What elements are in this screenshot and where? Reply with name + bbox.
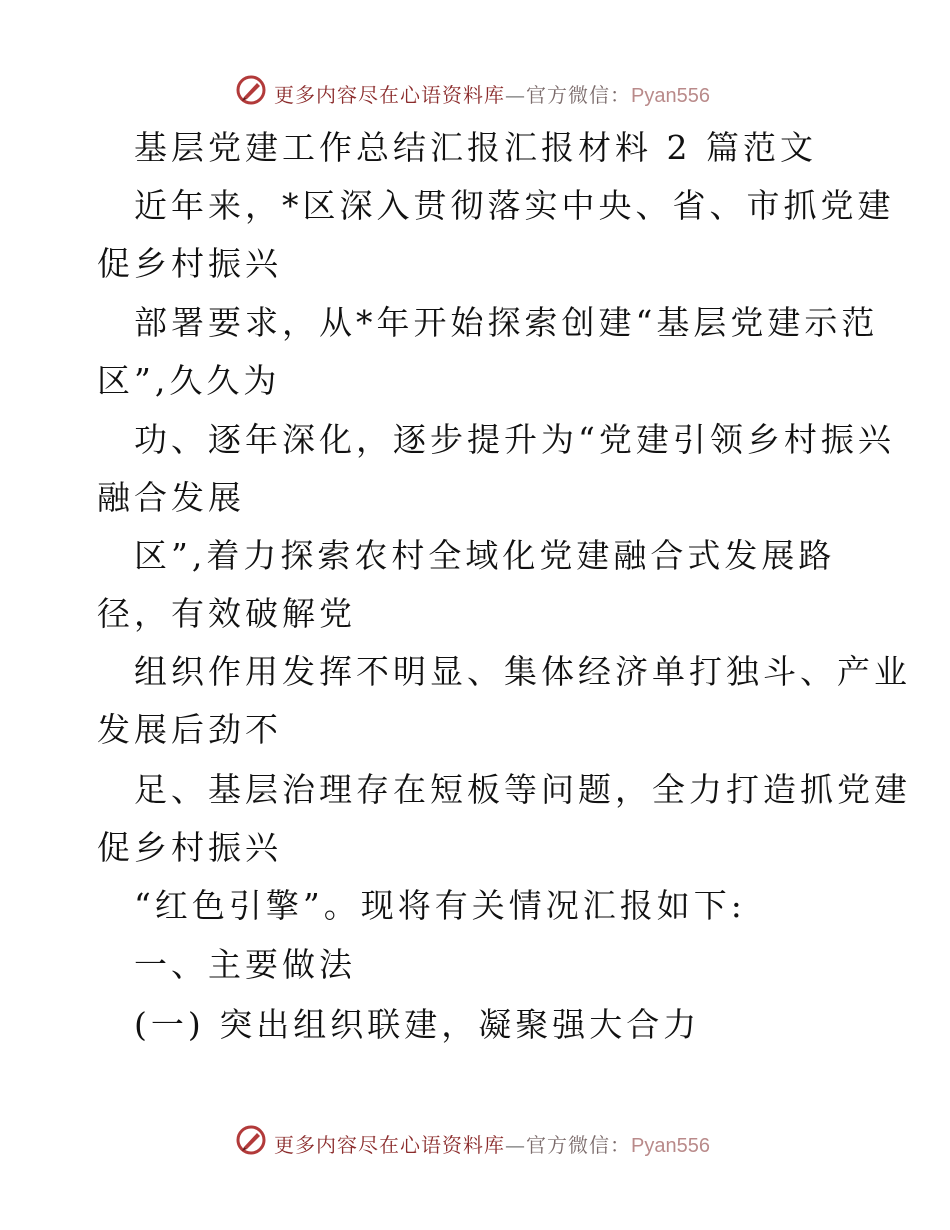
watermark-text — [274, 79, 710, 108]
paragraph-line: 近年来，*区深入贯彻落实中央、省、市抓党建 — [134, 186, 895, 225]
watermark-label: 官方微信： — [526, 83, 631, 107]
watermark-main: 更多内容尽在心语资料库 — [274, 1133, 505, 1157]
paragraph-line: 区”,久久为 — [97, 361, 281, 400]
watermark-dash: — — [505, 1133, 526, 1157]
watermark-account: Pyan556 — [631, 85, 710, 107]
watermark-account: Pyan556 — [631, 1135, 710, 1157]
document-title: 基层党建工作总结汇报汇报材料 2 篇范文 — [134, 128, 817, 167]
paragraph-line: 区”,着力探索农村全域化党建融合式发展路 — [134, 536, 836, 575]
watermark-dash: — — [505, 83, 526, 107]
paragraph-line: 组织作用发挥不明显、集体经济单打独斗、产业 — [134, 652, 911, 691]
watermark-main: 更多内容尽在心语资料库 — [274, 83, 505, 107]
paragraph-line: 径，有效破解党 — [97, 594, 356, 633]
paragraph-line: 发展后劲不 — [97, 710, 282, 749]
subsection-heading: (一) 突出组织联建，凝聚强大合力 — [134, 1005, 701, 1044]
paragraph-line: 足、基层治理存在短板等问题，全力打造抓党建 — [134, 770, 911, 809]
watermark-banner-bottom — [0, 1120, 950, 1160]
watermark-text — [274, 1129, 710, 1158]
watermark-label: 官方微信： — [526, 1133, 631, 1157]
pen-circle-logo-icon — [235, 1124, 267, 1156]
paragraph-line: 功、逐年深化，逐步提升为“党建引领乡村振兴 — [134, 420, 895, 459]
section-heading: 一、主要做法 — [134, 945, 356, 984]
paragraph-line: 促乡村振兴 — [97, 828, 282, 867]
paragraph-line: 促乡村振兴 — [97, 244, 282, 283]
watermark-banner-top — [0, 70, 950, 110]
paragraph-line: “红色引擎”。现将有关情况汇报如下: — [134, 886, 746, 925]
paragraph-line: 部署要求，从*年开始探索创建“基层党建示范 — [134, 303, 879, 342]
pen-circle-logo-icon — [235, 74, 267, 106]
paragraph-line: 融合发展 — [97, 478, 245, 517]
